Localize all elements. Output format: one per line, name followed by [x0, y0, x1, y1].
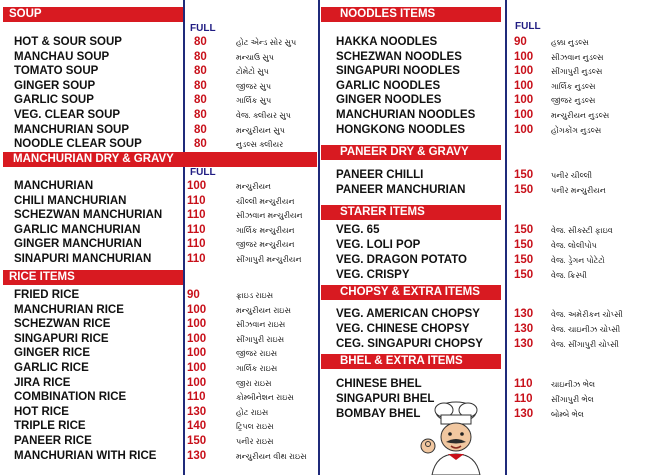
item-price: 150: [514, 254, 534, 266]
item-price: 90: [514, 36, 527, 48]
item-name-gujarati: ટોમેટો સુપ: [236, 67, 269, 77]
item-name-gujarati: જીંજર રાઇસ: [236, 349, 278, 359]
item-name-gujarati: સીંગાપુરી ભેલ: [551, 395, 594, 404]
item-name: VEG. CHINESE CHOPSY: [336, 323, 470, 335]
item-name-gujarati: ટ્રિપલ રાઇસ: [236, 422, 274, 432]
item-name: GINGER MANCHURIAN: [14, 238, 142, 250]
item-name: MANCHURIAN NOODLES: [336, 109, 476, 121]
full-label: FULL: [190, 167, 216, 178]
item-name: GINGER RICE: [14, 347, 91, 360]
item-name: VEG. DRAGON POTATO: [336, 254, 467, 266]
item-price: 80: [194, 50, 207, 63]
item-name: SINGAPURI NOODLES: [336, 65, 460, 78]
item-name: GARLIC MANCHURIAN: [14, 223, 141, 236]
item-name-gujarati: મન્ચુરીયન સુપ: [236, 125, 285, 135]
item-name-gujarati: હોંગકોંગ નુડલ્સ: [551, 125, 602, 135]
item-price: 100: [187, 376, 207, 389]
item-price: 110: [187, 209, 206, 221]
item-name-gujarati: ચીલ્લી મન્ચુરીયન: [236, 196, 295, 206]
item-name: CHINESE BHEL: [336, 378, 422, 390]
item-price: 140: [187, 420, 207, 433]
item-name: SCHEZWAN MANCHURIAN: [14, 209, 163, 221]
item-name: HOT & SOUR SOUP: [14, 36, 122, 48]
item-name-gujarati: વેજ. અમેરીકન ચોપ્સી: [551, 310, 623, 319]
item-name-gujarati: વેજ. ચાઇનીઝ ચોપ્સી: [551, 325, 621, 334]
item-name-gujarati: મન્ચુરીયન રાઇસ: [236, 305, 291, 315]
item-price: 150: [514, 224, 534, 236]
item-name-gujarati: સીઝવાન રાઇસ: [236, 320, 286, 330]
item-name-gujarati: કોમ્બીનેશન રાઇસ: [236, 393, 294, 403]
item-price: 100: [187, 362, 207, 374]
item-price: 130: [187, 449, 207, 462]
item-name: CEG. SINGAPURI CHOPSY: [336, 338, 483, 350]
item-price: 80: [194, 123, 207, 136]
item-price: 80: [194, 94, 207, 107]
item-name-gujarati: વેજ. ડ્રેગન પોટેટો: [551, 256, 605, 265]
item-name-gujarati: મન્ચુરીયન વીથ રાઇસ: [236, 451, 307, 461]
section-header-paneer: PANEER DRY & GRAVY: [321, 145, 501, 160]
item-name: VEG. 65: [336, 224, 380, 236]
item-name: TRIPLE RICE: [14, 420, 86, 433]
item-name-gujarati: સીઝવાન મન્ચુરીયન: [236, 211, 303, 220]
item-name: PANEER CHILLI: [336, 169, 424, 181]
item-price: 80: [194, 138, 207, 151]
item-name: VEG. CLEAR SOUP: [14, 109, 121, 121]
item-name-gujarati: પનીર ચીલ્લી: [551, 171, 592, 180]
item-name: SINGAPURI BHEL: [336, 393, 435, 405]
item-name-gujarati: હોટ રાઇસ: [236, 407, 269, 417]
item-name-gujarati: નુડલ્સ ક્લીયર: [236, 140, 284, 150]
item-price: 130: [514, 323, 534, 335]
item-price: 100: [514, 50, 534, 63]
item-name-gujarati: જીરા રાઇસ: [236, 378, 272, 388]
item-name: MANCHURIAN SOUP: [14, 123, 129, 136]
item-name: MANCHURIAN: [14, 180, 94, 192]
item-price: 110: [187, 223, 206, 236]
item-price: 100: [187, 318, 207, 331]
item-name: TOMATO SOUP: [14, 65, 99, 78]
item-name: GARLIC SOUP: [14, 94, 94, 107]
chef-icon: [420, 400, 492, 475]
item-price: 100: [187, 347, 207, 360]
item-price: 100: [187, 332, 207, 345]
section-header-rice: RICE ITEMS: [3, 270, 183, 285]
item-name: GARLIC NOODLES: [336, 79, 441, 92]
item-name-gujarati: સીંગાપુરી મન્ચુરીયન: [236, 254, 302, 264]
item-price: 80: [194, 65, 207, 78]
item-price: 150: [514, 239, 534, 251]
item-price: 100: [187, 303, 207, 316]
item-name: NOODLE CLEAR SOUP: [14, 138, 142, 151]
item-name-gujarati: વેજ. ક્રિસ્પી: [551, 271, 587, 280]
item-name-gujarati: વેજ. સીંગાપુરી ચોપ્સી: [551, 340, 619, 349]
item-name: GINGER SOUP: [14, 79, 96, 92]
item-price: 80: [194, 36, 207, 48]
item-price: 100: [514, 94, 534, 107]
item-name: HONGKONG NOODLES: [336, 123, 466, 136]
column-divider-left: [183, 0, 185, 475]
item-price: 130: [514, 338, 534, 350]
item-name-gujarati: પનીર રાઇસ: [236, 437, 274, 446]
item-name: PANEER MANCHURIAN: [336, 184, 466, 196]
item-price: 130: [514, 308, 534, 320]
item-price: 80: [194, 79, 207, 92]
section-header-chopsy: CHOPSY & EXTRA ITEMS: [321, 285, 501, 300]
item-name: MANCHURIAN WITH RICE: [14, 449, 157, 462]
item-name-gujarati: સીઝવાન નુડલ્સ: [551, 52, 604, 62]
item-name: SCHEZWAN RICE: [14, 318, 111, 331]
section-header-noodles: NOODLES ITEMS: [321, 7, 501, 22]
item-price: 100: [514, 123, 534, 136]
item-name: SINGAPURI RICE: [14, 332, 109, 345]
item-name: VEG. AMERICAN CHOPSY: [336, 308, 480, 320]
item-name: VEG. CRISPY: [336, 269, 410, 281]
section-header-soup: SOUP: [3, 7, 183, 22]
item-name-gujarati: ગાર્લિક મન્ચુરીયન: [236, 225, 295, 235]
item-name-gujarati: વેજ. ક્લીયર સુપ: [236, 111, 291, 120]
column-divider-center: [318, 0, 320, 475]
section-header-manchurian: MANCHURIAN DRY & GRAVY: [3, 152, 317, 167]
item-price: 110: [187, 238, 206, 250]
item-price: 150: [514, 169, 534, 181]
item-name-gujarati: વેજ. લોલીપોપ: [551, 241, 597, 250]
item-price: 100: [514, 65, 534, 78]
section-header-starter: STARER ITEMS: [321, 205, 501, 220]
item-name-gujarati: બોમ્બે ભેલ: [551, 410, 584, 419]
item-name: VEG. LOLI POP: [336, 239, 421, 251]
item-name-gujarati: ફ્રાઇડ રાઇસ: [236, 291, 274, 300]
item-name: HOT RICE: [14, 405, 69, 418]
item-price: 90: [187, 289, 200, 301]
item-price: 80: [194, 109, 207, 121]
full-label: FULL: [515, 21, 541, 32]
item-price: 110: [187, 252, 206, 265]
item-name-gujarati: ગાર્લિક નુડલ્સ: [551, 81, 596, 91]
item-price: 150: [514, 184, 534, 196]
item-name: JIRA RICE: [14, 376, 71, 389]
item-name-gujarati: મન્ચાઉ સુપ: [236, 52, 274, 62]
item-name: CHILI MANCHURIAN: [14, 194, 127, 207]
column-divider-right: [505, 0, 507, 475]
item-price: 130: [187, 405, 207, 418]
item-price: 130: [514, 408, 534, 420]
item-name-gujarati: જીંજર નુડલ્સ: [551, 96, 596, 106]
item-price: 100: [514, 109, 534, 121]
item-name-gujarati: ચાઇનીઝ ભેલ: [551, 380, 596, 389]
item-name-gujarati: જીંજર સુપ: [236, 81, 272, 91]
item-name-gujarati: વેજ. સીક્સ્ટી ફાઇવ: [551, 226, 613, 235]
item-price: 110: [514, 393, 533, 405]
item-name-gujarati: ગાર્લિક રાઇસ: [236, 364, 278, 373]
item-price: 150: [187, 435, 207, 447]
full-label: FULL: [190, 23, 216, 34]
item-name: SINAPURI MANCHURIAN: [14, 252, 152, 265]
item-name: HAKKA NOODLES: [336, 36, 438, 48]
item-name: MANCHAU SOUP: [14, 50, 110, 63]
section-header-bhel: BHEL & EXTRA ITEMS: [321, 354, 501, 369]
item-name: FRIED RICE: [14, 289, 80, 301]
item-price: 100: [187, 180, 207, 192]
item-name-gujarati: મન્ચુરીયન નુડલ્સ: [551, 111, 610, 120]
item-price: 110: [187, 194, 206, 207]
item-name-gujarati: સીંગાપુરી રાઇસ: [236, 334, 285, 344]
item-price: 110: [514, 378, 533, 390]
item-name-gujarati: જીંજર મન્ચુરીયન: [236, 240, 295, 249]
item-name: SCHEZWAN NOODLES: [336, 50, 462, 63]
item-name-gujarati: ગાર્લિક સુપ: [236, 96, 272, 106]
item-name-gujarati: સીંગાપુરી નુડલ્સ: [551, 67, 603, 77]
item-price: 150: [514, 269, 534, 281]
item-name: MANCHURIAN RICE: [14, 303, 124, 316]
item-price: 100: [514, 79, 534, 92]
item-price: 110: [187, 391, 206, 404]
item-name: PANEER RICE: [14, 435, 92, 447]
item-name: GARLIC RICE: [14, 362, 89, 374]
item-name-gujarati: હોટ એન્ડ સોર સુપ: [236, 38, 297, 47]
item-name-gujarati: મન્ચુરીયન: [236, 182, 271, 191]
item-name: GINGER NOODLES: [336, 94, 442, 107]
item-name: BOMBAY BHEL: [336, 408, 421, 420]
item-name-gujarati: પનીર મન્ચુરીયન: [551, 186, 606, 195]
item-name: COMBINATION RICE: [14, 391, 127, 404]
item-name-gujarati: હક્કા નુડલ્સ: [551, 38, 589, 47]
